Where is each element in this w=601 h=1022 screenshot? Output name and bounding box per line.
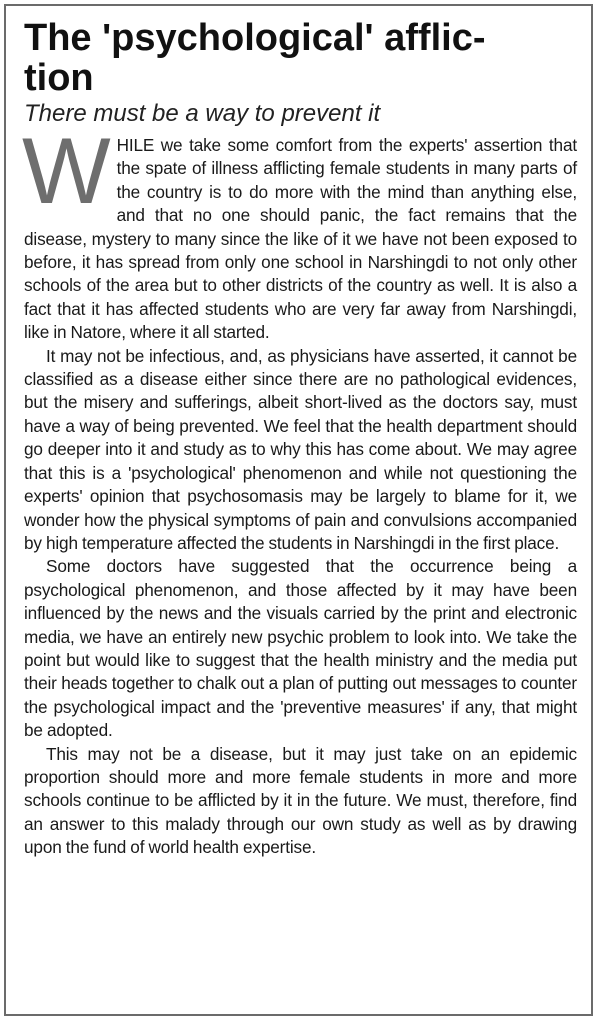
paragraph-4: This may not be a disease, but it may just take on an epidemic proportion should more and more female students in more and more schools continue to be afflicted by it in the future. We must, therefore, find an answer to this malady through our own study as well as by drawing upon the fund of world health expertise. — [24, 743, 577, 858]
paragraph-3: Some doctors have suggested that the occurrence being a psychological phenomenon, and those affected by it may have been influenced by the news and the visuals carried by the print and electronic media, we have an entirely new psychic problem to look into. We take the point but would like to suggest that the health ministry and the media put their heads together to chalk out a plan of putting out messages to counter the psychological impact and the 'preventive measures' if any, that might be adopted. — [24, 556, 577, 741]
article-frame — [4, 4, 593, 1016]
headline-line-2: tion — [24, 57, 94, 99]
subheadline: There must be a way to prevent it — [24, 100, 381, 127]
paragraph-2: It may not be infectious, and, as physicians have asserted, it cannot be classified as a disease either since there are no pathological evidences, but the misery and sufferings, albeit short-lived as the doctors say, must have a way of being prevented. We feel that the health department should go deeper into it and study as to why this has come about. We may agree that this is a 'psychological' phenomenon and while not questioning the experts' opinion that psychosomasis may be largely to blame for it, we wonder how the physical symptoms of pain and convulsions accompanied by high temperature affected the students in Narshingdi in the first place. — [24, 345, 577, 553]
headline — [24, 18, 577, 98]
article-body — [22, 118, 577, 860]
headline-line-1: The 'psychological' afflic- — [24, 17, 486, 59]
paragraph-1 — [22, 118, 577, 345]
paragraph-1-text: HILE we take some comfort from the experts' assertion that the spate of illness afflicting female students in many parts of the country is to do more with the mind than anything else, and that no one should panic, the fact remains that the disease, mystery to many since the like of it we have not been exposed to before, it has spread from only one school in Narshingdi to not only other schools of the area but to other districts of the country as well. It is also a fact that it has affected students who are very far away from Narshingdi, like in Natore, where it all started. — [24, 135, 577, 343]
drop-cap: W — [22, 118, 111, 223]
